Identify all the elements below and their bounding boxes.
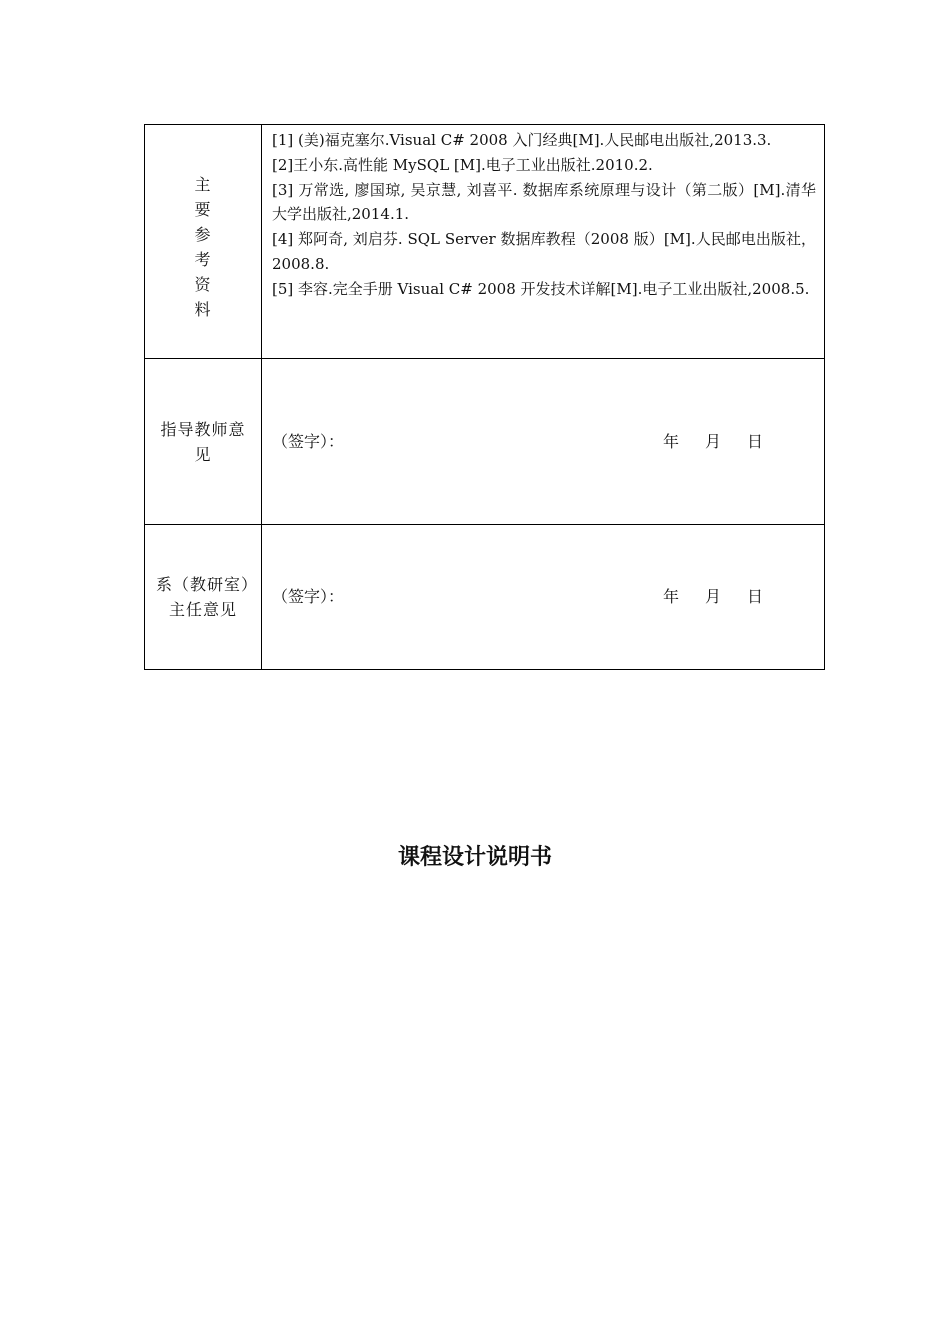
reference-item-5: [5] 李容.完全手册 Visual C# 2008 开发技术详解[M].电子工业出版社,2008.5. [272, 279, 810, 298]
teacher-signature-label: （签字）： [272, 431, 345, 451]
references-label-cell [145, 125, 262, 359]
reference-item-4: [4] 郑阿奇, 刘启芬. SQL Server 数据库教程（2008 版）[M].人民邮电出版社，2008.8. [272, 230, 816, 273]
department-date-month: 月 [704, 587, 721, 606]
department-label-cell [145, 525, 262, 670]
teacher-signature-line [272, 430, 814, 454]
department-opinion-row [145, 525, 825, 670]
department-opinion-cell [262, 525, 825, 670]
teacher-date-month: 月 [704, 431, 721, 451]
department-signature-label: （签字）： [272, 587, 345, 606]
references-label: 主要参考资料 [194, 174, 212, 319]
document-heading: 课程设计说明书 [397, 845, 552, 870]
teacher-date-day: 日 [746, 431, 763, 451]
department-date [650, 585, 776, 609]
reference-item-3: [3] 万常选, 廖国琼, 吴京慧, 刘喜平. 数据库系统原理与设计（第二版）[M].清华大学出版社,2014.1. [272, 180, 816, 224]
teacher-opinion-label: 指导教师意见 [160, 419, 246, 464]
teacher-label-cell [145, 359, 262, 525]
teacher-opinion-row [145, 359, 825, 525]
references-row [145, 125, 825, 359]
teacher-date [650, 430, 776, 454]
course-design-form-table [144, 124, 825, 670]
department-date-year: 年 [662, 587, 679, 606]
department-date-day: 日 [746, 587, 763, 606]
teacher-opinion-cell [262, 359, 825, 525]
references-list [262, 125, 824, 302]
teacher-date-year: 年 [662, 431, 679, 451]
department-signature-line [272, 585, 814, 609]
reference-item-2: [2]王小东.高性能 MySQL [M].电子工业出版社.2010.2. [272, 155, 653, 174]
department-opinion-label: 系（教研室）主任意见 [155, 575, 250, 619]
reference-item-1: [1] (美)福克塞尔.Visual C# 2008 入门经典[M].人民邮电出版社,2013.3. [272, 131, 772, 149]
references-content-cell [262, 125, 825, 359]
